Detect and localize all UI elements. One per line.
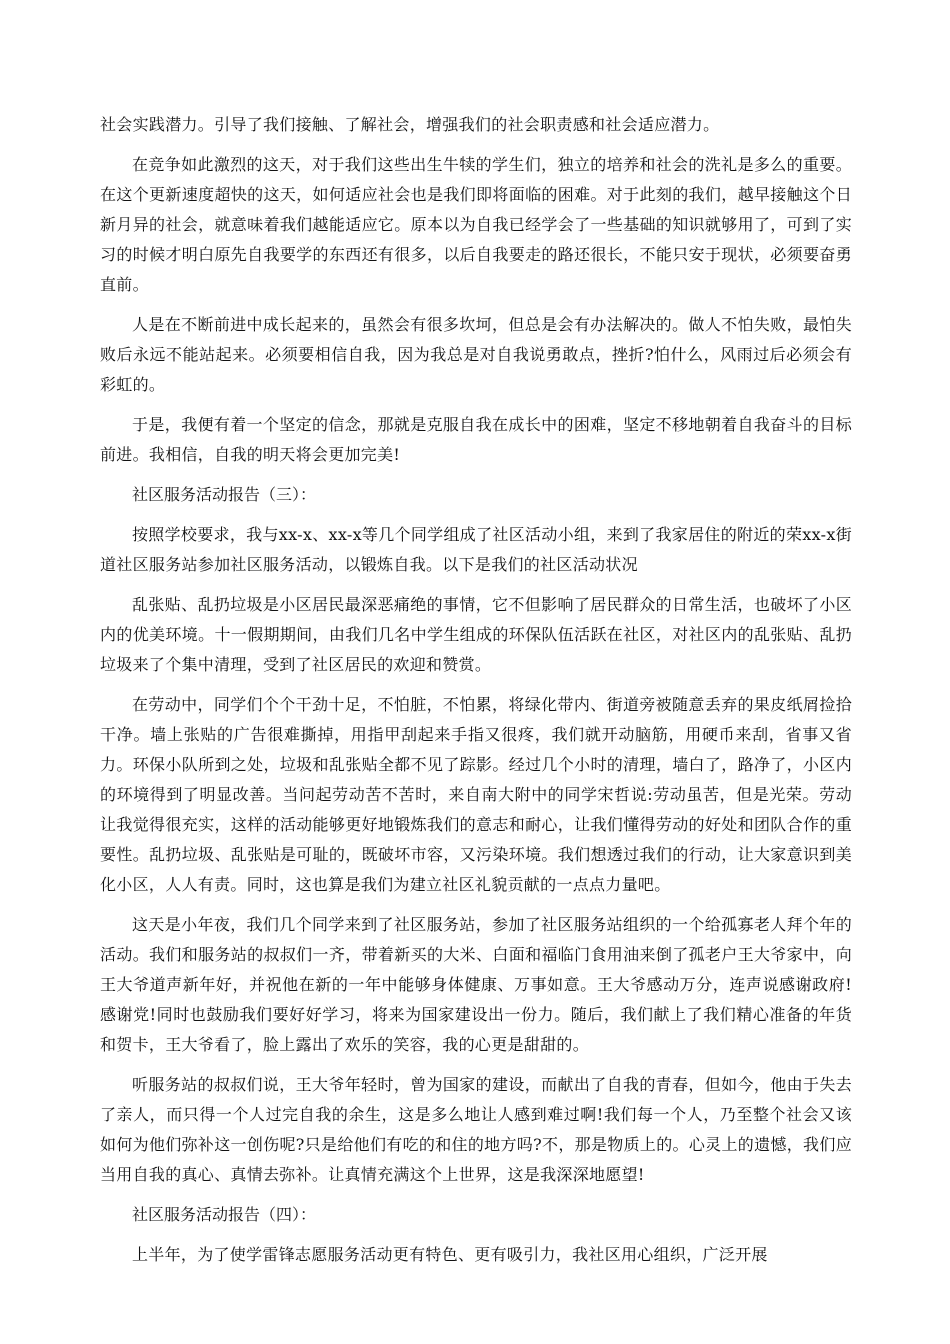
paragraph-2: 在竞争如此激烈的这天，对于我们这些出生牛犊的学生们，独立的培养和社会的洗礼是多么的重要。在这个更新速度超快的这天，如何适应社会也是我们即将面临的困难。对于此刻的我们，越早接触这个日新月异的社会，就意味着我们越能适应它。原本以为自我已经学会了一些基础的知识就够用了，可到了实习的时候才明白原先自我要学的东西还有很多，以后自我要走的路还很长，不能只安于现状，必须要奋勇直前。 bbox=[100, 155, 852, 294]
section-heading-4: 社区服务活动报告（四）： bbox=[132, 1205, 317, 1224]
paragraph-9: 听服务站的叔叔们说，王大爷年轻时，曾为国家的建设，而献出了自我的青春，但如今，他由于失去了亲人，而只得一个人过完自我的余生，这是多么地让人感到难过啊!我们每一个人，乃至整个社会又该如何为他们弥补这一创伤呢?只是给他们有吃的和住的地方吗?不，那是物质上的。心灵上的遗憾，我们应当用自我的真心、真情去弥补。让真情充满这个上世界，这是我深深地愿望! bbox=[100, 1075, 852, 1184]
paragraph-10: 上半年，为了使学雷锋志愿服务活动更有特色、更有吸引力，我社区用心组织，广泛开展 bbox=[132, 1245, 768, 1264]
paragraph-5: 按照学校要求，我与xx-x、xx-x等几个同学组成了社区活动小组，来到了我家居住的附近的荣xx-x街道社区服务站参加社区服务活动，以锻炼自我。以下是我们的社区活动状况 bbox=[100, 525, 852, 574]
paragraph-7: 在劳动中，同学们个个干劲十足，不怕脏，不怕累，将绿化带内、街道旁被随意丢弃的果皮纸屑捡拾干净。墙上张贴的广告很难撕掉，用指甲刮起来手指又很疼，我们就开动脑筋，用硬币来刮，省事又省力。环保小队所到之处，垃圾和乱张贴全都不见了踪影。经过几个小时的清理，墙白了，路净了，小区内的环境得到了明显改善。当问起劳动苦不苦时，来自南大附中的同学宋哲说:劳动虽苦，但是光荣。劳动让我觉得很充实，这样的活动能够更好地锻炼我们的意志和耐心，让我们懂得劳动的好处和团队合作的重要性。乱扔垃圾、乱张贴是可耻的，既破坏市容，又污染环境。我们想透过我们的行动，让大家意识到美化小区，人人有责。同时，这也算是我们为建立社区礼貌贡献的一点点力量吧。 bbox=[100, 695, 852, 894]
paragraph-3: 人是在不断前进中成长起来的，虽然会有很多坎坷，但总是会有办法解决的。做人不怕失败，最怕失败后永远不能站起来。必须要相信自我，因为我总是对自我说勇敢点，挫折?怕什么，风雨过后必须会有彩虹的。 bbox=[100, 315, 852, 394]
section-heading-3: 社区服务活动报告（三）： bbox=[132, 485, 317, 504]
paragraph-8: 这天是小年夜，我们几个同学来到了社区服务站，参加了社区服务站组织的一个给孤寡老人拜个年的活动。我们和服务站的叔叔们一齐，带着新买的大米、白面和福临门食用油来倒了孤老户王大爷家中，向王大爷道声新年好，并祝他在新的一年中能够身体健康、万事如意。王大爷感动万分，连声说感谢政府!感谢党!同时也鼓励我们要好好学习，将来为国家建设出一份力。随后，我们献上了我们精心准备的年货和贺卡，王大爷看了，脸上露出了欢乐的笑容，我的心更是甜甜的。 bbox=[100, 915, 852, 1054]
paragraph-4: 于是，我便有着一个坚定的信念，那就是克服自我在成长中的困难，坚定不移地朝着自我奋斗的目标前进。我相信，自我的明天将会更加完美! bbox=[100, 415, 852, 464]
paragraph-1: 社会实践潜力。引导了我们接触、了解社会，增强我们的社会职责感和社会适应潜力。 bbox=[100, 115, 720, 134]
document-page bbox=[100, 110, 852, 1280]
paragraph-6: 乱张贴、乱扔垃圾是小区居民最深恶痛绝的事情，它不但影响了居民群众的日常生活，也破坏了小区内的优美环境。十一假期期间，由我们几名中学生组成的环保队伍活跃在社区，对社区内的乱张贴、乱扔垃圾来了个集中清理，受到了社区居民的欢迎和赞赏。 bbox=[100, 595, 852, 674]
